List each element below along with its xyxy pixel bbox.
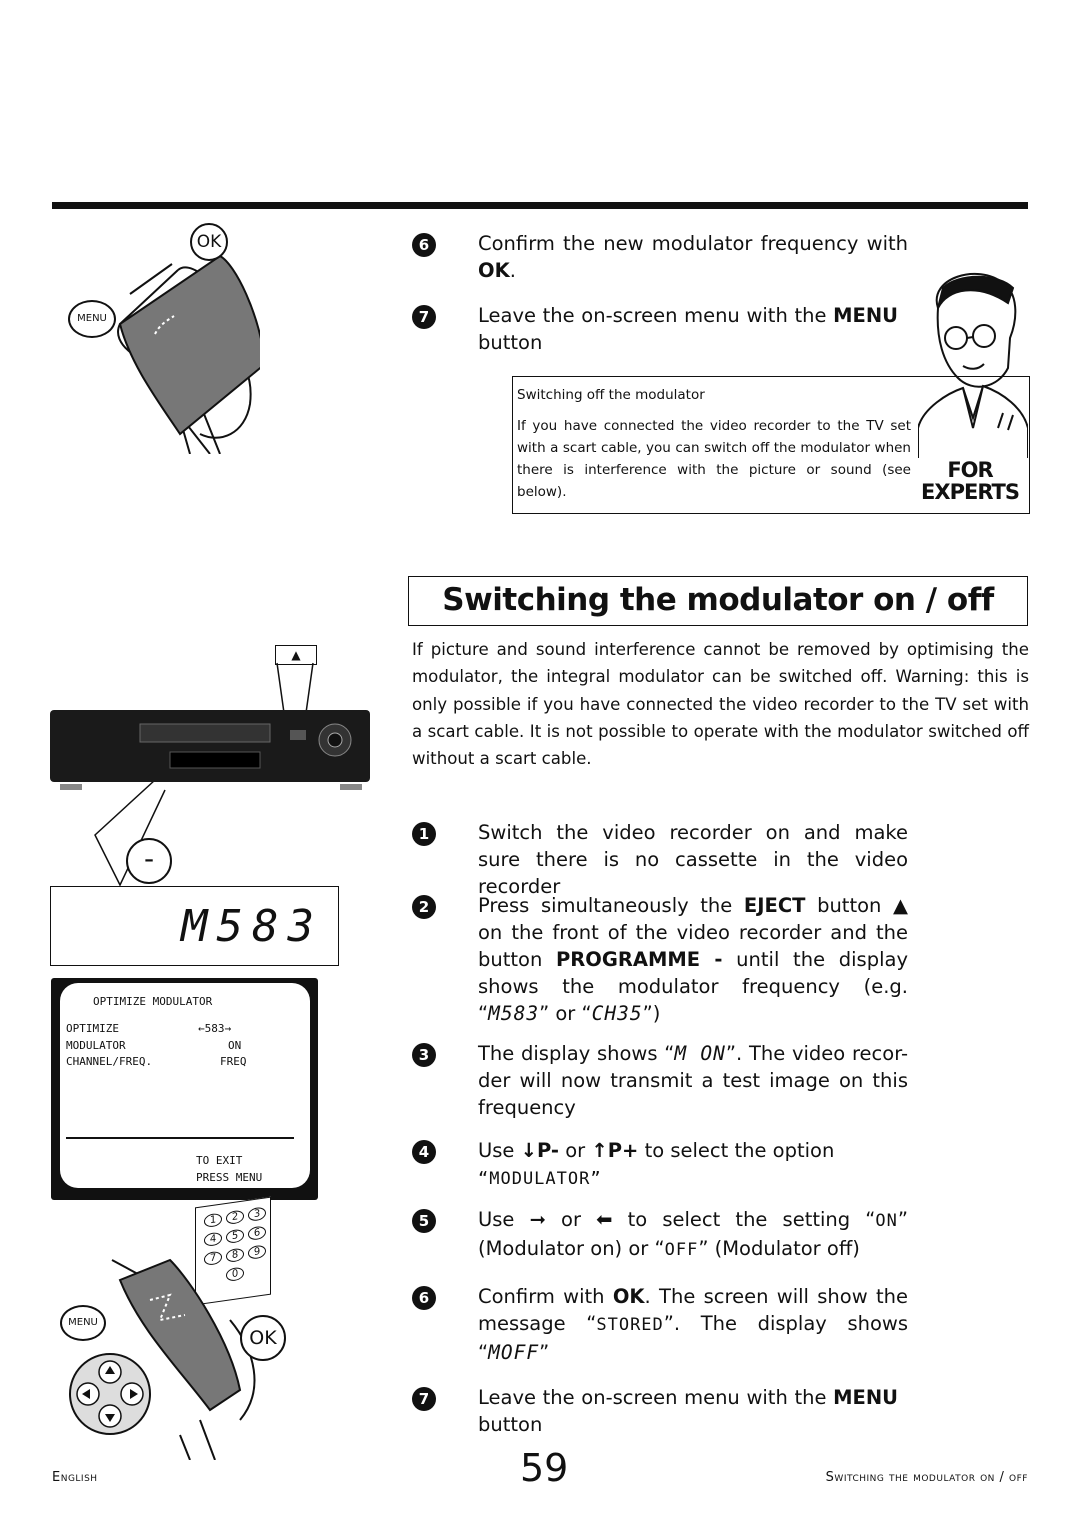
step-text: The display shows “ [478, 1042, 675, 1065]
keypad-key: 5 [226, 1228, 244, 1244]
keypad-key: 8 [226, 1247, 244, 1263]
intro-paragraph: If picture and sound interference cannot be removed by optimising the modulator, the integral modulator can be switched off. Warning: this is only possible if you have connected the video recorder to the TV set with a scart cable. It is not possible to operate with the modulator switched off without a scart cable. [412, 640, 1029, 769]
step-text: button [805, 894, 894, 917]
step-text: ” (Modulator on) or “ [478, 1208, 908, 1260]
step-text: Confirm the new modulator frequency with [478, 232, 908, 255]
osd-row-value: ON [228, 1039, 242, 1052]
setting-off: OFF [664, 1240, 699, 1260]
remote-hand-illustration-top [60, 224, 260, 454]
step-text: Press simultaneously the [478, 894, 744, 917]
step-number: 3 [412, 1043, 436, 1067]
ok-keyword: OK [612, 1285, 645, 1308]
eject-glyph: ▲ [291, 648, 301, 662]
tip-body: If you have connected the video recorder to the TV set with a scart cable, you can switch off the modulator when there is interference with the picture or sound (see below). [517, 418, 911, 500]
osd-row-value: FREQ [220, 1055, 247, 1068]
footer-language: English [52, 1470, 98, 1485]
osd-row-value: ←583→ [198, 1022, 232, 1035]
step-text-end: . [509, 259, 516, 282]
minus-glyph: - [143, 842, 155, 875]
step-text: . The screen will show the message “ [478, 1285, 908, 1335]
ok-label: OK [196, 232, 222, 252]
display-code: M583 [488, 1002, 540, 1025]
step-number: 4 [412, 1140, 436, 1164]
arrow-left-icon: ⬅ [596, 1208, 613, 1231]
osd-divider [66, 1137, 294, 1139]
menu-keyword: MENU [833, 304, 898, 327]
vcr-illustration [50, 660, 380, 890]
step-number: 7 [412, 305, 436, 329]
step-text: to select the option [638, 1139, 835, 1162]
menu-keyword: MENU [833, 1386, 898, 1409]
keypad-key: 3 [248, 1206, 266, 1222]
display-code: MOFF [488, 1341, 540, 1364]
step-text: ” (Modulator off) [698, 1237, 860, 1260]
display-code: CH35 [591, 1002, 643, 1025]
keypad-key: 4 [204, 1232, 222, 1248]
tip-title: Switching off the modulator [517, 387, 705, 403]
page-number: 59 [520, 1446, 569, 1490]
badge-line-2: EXPERTS [921, 480, 1019, 504]
osd-exit-line-2: PRESS MENU [196, 1171, 263, 1184]
menu-label: MENU [77, 313, 107, 324]
step-text: ” [539, 1341, 550, 1364]
ok-label: OK [249, 1327, 277, 1349]
direction-pad-icon [68, 1352, 152, 1436]
stored-message: STORED [596, 1315, 664, 1335]
step-text: button [478, 1413, 543, 1436]
eject-icon: ▲ [893, 894, 909, 917]
step-text: Leave the on-screen menu with the [478, 304, 834, 327]
step-text: Use [478, 1208, 530, 1231]
step-number: 7 [412, 1387, 436, 1411]
step-text: ”. The video recor-der will now transmit a test image on this frequency [478, 1042, 908, 1119]
menu-label: MENU [68, 1317, 98, 1328]
eject-keyword: EJECT [743, 894, 806, 917]
ok-button-icon [190, 223, 228, 261]
step-text: or [545, 1208, 597, 1231]
osd-exit-line-1: TO EXIT [196, 1154, 243, 1167]
menu-button-icon [68, 300, 116, 338]
keypad-key: 7 [204, 1251, 222, 1267]
programme-minus-icon [126, 838, 172, 884]
step-text: ” or “ [539, 1002, 592, 1025]
badge-line-1: FOR [947, 458, 993, 482]
step-text: Leave the on-screen menu with the [478, 1386, 834, 1409]
step-text: ”) [642, 1002, 661, 1025]
step-number: 5 [412, 1209, 436, 1233]
osd-row-label: CHANNEL/FREQ. [66, 1055, 153, 1068]
step-text: until the display shows the modulator frequency (e.g. “ [478, 948, 908, 1025]
osd-row-label: MODULATOR [66, 1039, 126, 1052]
menu-button-icon-bottom [60, 1305, 106, 1341]
display-readout: M583 [181, 901, 323, 952]
step-text: on the front of the video recorder and the button [478, 921, 908, 971]
keypad-key: 9 [248, 1244, 266, 1260]
step-number: 2 [412, 895, 436, 919]
keypad-key: 1 [204, 1213, 222, 1229]
keypad-key: 6 [248, 1225, 266, 1241]
step-number: 6 [412, 1286, 436, 1310]
step-text: to select the setting “ [612, 1208, 876, 1231]
display-code: M ON [674, 1042, 726, 1065]
osd-row-label: OPTIMIZE [66, 1022, 119, 1035]
step-text-end: button [478, 331, 543, 354]
p-plus-keyword: ↑P+ [591, 1139, 639, 1162]
step-number: 6 [412, 233, 436, 257]
step-text: or [559, 1139, 592, 1162]
programme-keyword: PROGRAMME - [556, 948, 723, 971]
setting-on: ON [875, 1211, 898, 1231]
step-number: 1 [412, 822, 436, 846]
step-text: Confirm with [478, 1285, 613, 1308]
section-heading: Switching the modulator on / off [408, 576, 1028, 626]
osd-title: OPTIMIZE MODULATOR [93, 995, 213, 1008]
keypad-key: 0 [226, 1266, 244, 1282]
step-text: Switch the video recorder on and make sure there is no cassette in the video recorder [478, 821, 908, 898]
p-minus-keyword: ↓P- [520, 1139, 560, 1162]
step-text: Use [478, 1139, 521, 1162]
vcr-display-panel [50, 886, 339, 966]
step-text: ”. The display shows “ [478, 1312, 908, 1364]
for-experts-badge [921, 459, 1019, 503]
keypad-key: 2 [226, 1209, 244, 1225]
footer-section-title: Switching the modulator on / off [825, 1470, 1028, 1485]
arrow-right-icon: ➞ [529, 1208, 546, 1231]
ok-button-icon-bottom [240, 1315, 286, 1361]
top-rule [52, 202, 1028, 209]
expert-tip-box [512, 376, 1030, 514]
option-name: “MODULATOR” [478, 1169, 602, 1189]
osd-screen [51, 978, 318, 1200]
ok-keyword: OK [478, 259, 510, 282]
